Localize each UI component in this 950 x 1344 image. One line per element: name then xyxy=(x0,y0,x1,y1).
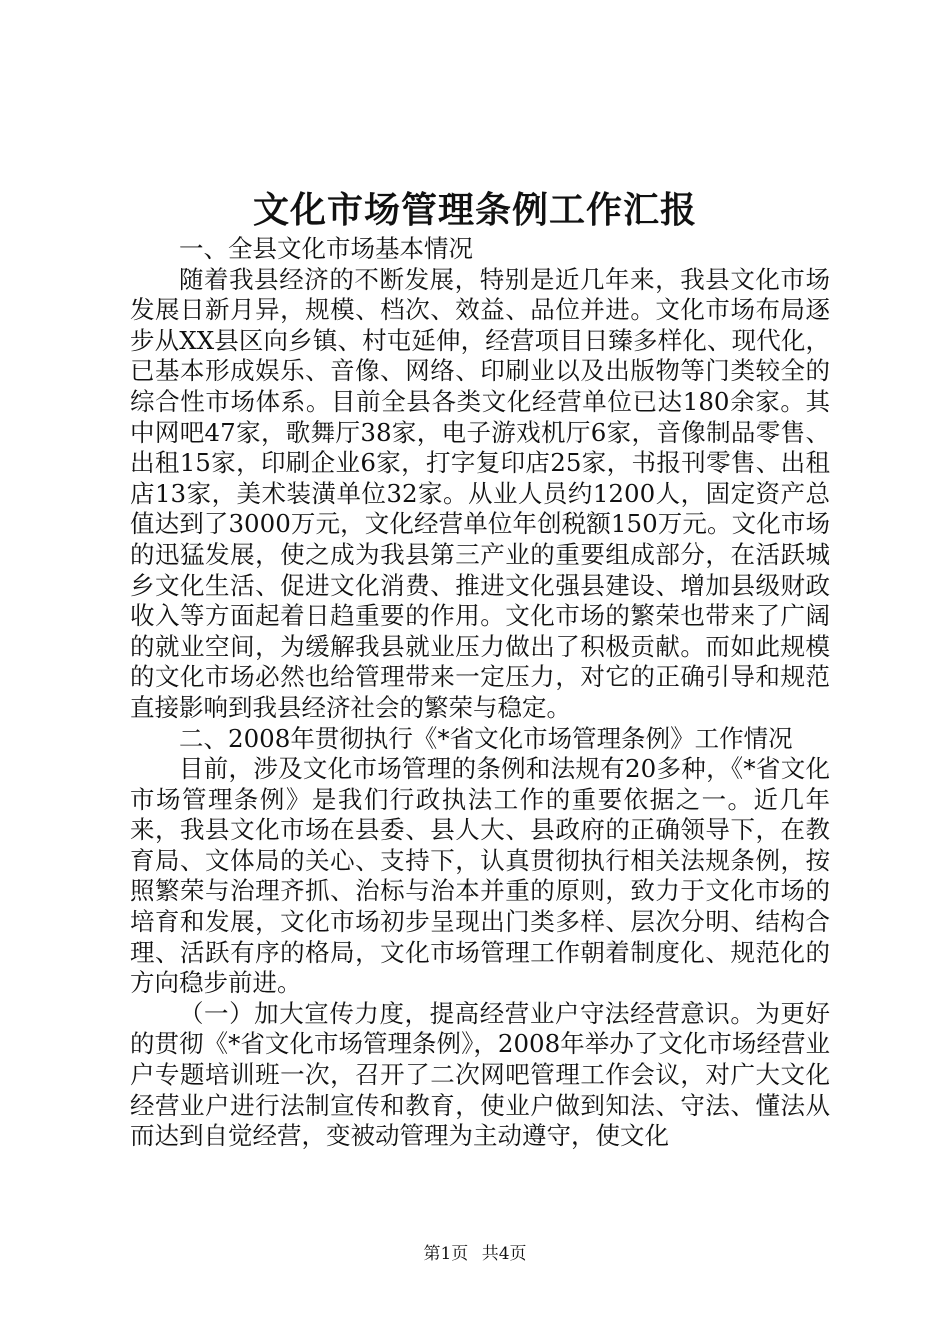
paragraph-2: 目前，涉及文化市场管理的条例和法规有20多种，《*省文化市场管理条例》是我们行政执法工作的重要依据之一。近几年来，我县文化市场在县委、县人大、县政府的正确领导下，在教育局、文体局的关心、支持下，认真贯彻执行相关法规条例，按照繁荣与治理齐抓、治标与治本并重的原则，致力于文化市场的培育和发展，文化市场初步呈现出门类多样、层次分明、结构合理、活跃有序的格局，文化市场管理工作朝着制度化、规范化的方向稳步前进。 xyxy=(130,754,830,998)
page-footer xyxy=(0,1242,950,1266)
document-body xyxy=(130,234,830,1152)
paragraph-1: 随着我县经济的不断发展，特别是近几年来，我县文化市场发展日新月异，规模、档次、效益、品位并进。文化市场布局逐步从XX县区向乡镇、村屯延伸，经营项目日臻多样化、现代化，已基本形成娱乐、音像、网络、印刷业以及出版物等门类较全的综合性市场体系。目前全县各类文化经营单位已达180余家。其中网吧47家，歌舞厅38家，电子游戏机厅6家，音像制品零售、出租15家，印刷企业6家，打字复印店25家，书报刊零售、出租店13家，美术装潢单位32家。从业人员约1200人，固定资产总值达到了3000万元，文化经营单位年创税额150万元。文化市场的迅猛发展，使之成为我县第三产业的重要组成部分，在活跃城乡文化生活、促进文化消费、推进文化强县建设、增加县级财政收入等方面起着日趋重要的作用。文化市场的繁荣也带来了广阔的就业空间，为缓解我县就业压力做出了积极贡献。而如此规模的文化市场必然也给管理带来一定压力，对它的正确引导和规范直接影响到我县经济社会的繁荣与稳定。 xyxy=(130,264,830,722)
section-heading-2: 二、2008年贯彻执行《*省文化市场管理条例》工作情况 xyxy=(179,723,793,753)
page-total: 共4页 xyxy=(481,1244,527,1264)
paragraph-3: （一）加大宣传力度，提高经营业户守法经营意识。为更好的贯彻《*省文化市场管理条例》，2008年举办了文化市场经营业户专题培训班一次，召开了二次网吧管理工作会议，对广大文化经营业户进行法制宣传和教育，使业户做到知法、守法、懂法从而达到自觉经营，变被动管理为主动遵守，使文化 xyxy=(130,998,830,1151)
page-number: 第1页 xyxy=(423,1244,469,1264)
document-title: 文化市场管理条例工作汇报 xyxy=(252,189,697,231)
section-heading-1: 一、全县文化市场基本情况 xyxy=(179,234,473,263)
